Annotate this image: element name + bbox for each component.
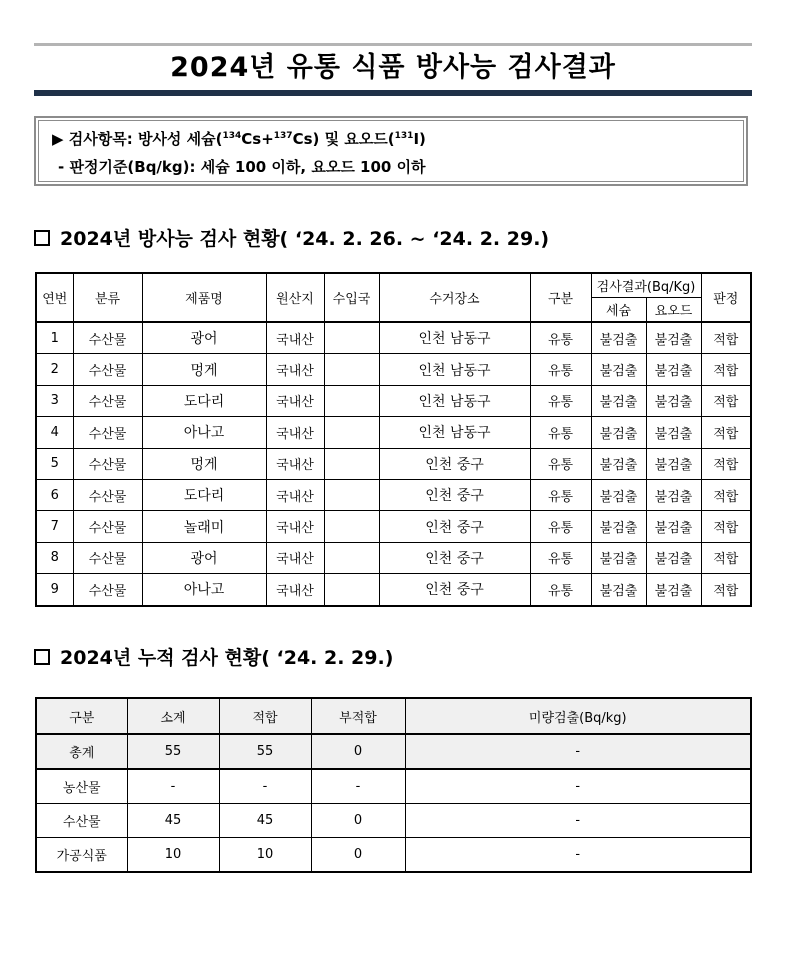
header-fail: 부적합 (311, 698, 405, 734)
cell-type: 유통 (530, 417, 591, 448)
cell-origin: 국내산 (266, 322, 324, 354)
header-iodine: 요오드 (646, 298, 701, 323)
title-top-rule (34, 43, 752, 46)
cell-iodine: 불검출 (646, 542, 701, 573)
cell-type: 유통 (530, 322, 591, 354)
table-row-total (36, 734, 751, 769)
cell-iodine: 불검출 (646, 322, 701, 354)
cell-category: 수산물 (73, 511, 142, 542)
cell-pass: 55 (219, 734, 311, 769)
cell-trace: - (405, 804, 751, 838)
cs137-text: Cs) 및 요오드( (292, 130, 395, 148)
cell-no: 1 (36, 322, 73, 354)
cell-pass: 10 (219, 838, 311, 873)
cell-product: 멍게 (142, 354, 266, 385)
judgment-criteria-line: - 판정기준(Bq/kg): 세슘 100 이하, 요오드 100 이하 (58, 158, 426, 176)
cell-judgment: 적합 (701, 417, 751, 448)
cell-category: 수산물 (73, 574, 142, 606)
i131-superscript: 131 (394, 131, 414, 141)
header-result: 검사결과(Bq/Kg) (591, 273, 701, 298)
cell-cesium: 불검출 (591, 574, 646, 606)
cell-product: 도다리 (142, 385, 266, 416)
header-product: 제품명 (142, 273, 266, 322)
table-row (36, 448, 751, 479)
cell-origin: 국내산 (266, 542, 324, 573)
cell-no: 3 (36, 385, 73, 416)
table-row (36, 354, 751, 385)
cell-product: 아나고 (142, 417, 266, 448)
cell-judgment: 적합 (701, 542, 751, 573)
cell-iodine: 불검출 (646, 417, 701, 448)
cell-product: 아나고 (142, 574, 266, 606)
cell-category: 수산물 (73, 417, 142, 448)
cell-place: 인천 남동구 (379, 417, 530, 448)
cell-subtotal: 55 (127, 734, 219, 769)
header-no: 연번 (36, 273, 73, 322)
cell-category: 수산물 (73, 322, 142, 354)
cell-subtotal: 45 (127, 804, 219, 838)
title-bottom-rule (34, 90, 752, 96)
cell-type: 유통 (530, 354, 591, 385)
cell-type: 총계 (36, 734, 127, 769)
cell-product: 광어 (142, 542, 266, 573)
cell-importer (324, 574, 379, 606)
header-place: 수거장소 (379, 273, 530, 322)
cell-importer (324, 385, 379, 416)
cell-origin: 국내산 (266, 448, 324, 479)
cell-type: 유통 (530, 448, 591, 479)
cell-fail: 0 (311, 734, 405, 769)
header-category: 분류 (73, 273, 142, 322)
cell-judgment: 적합 (701, 448, 751, 479)
cell-importer (324, 448, 379, 479)
cell-iodine: 불검출 (646, 354, 701, 385)
table-row (36, 479, 751, 510)
cell-importer (324, 479, 379, 510)
cell-importer (324, 354, 379, 385)
cumulative-results-table (35, 697, 752, 873)
cell-place: 인천 중구 (379, 542, 530, 573)
cell-place: 인천 남동구 (379, 322, 530, 354)
weekly-results-table (35, 272, 752, 607)
cs137-superscript: 137 (273, 131, 293, 141)
cell-cesium: 불검출 (591, 354, 646, 385)
cell-judgment: 적합 (701, 385, 751, 416)
table-row (36, 542, 751, 573)
cell-product: 놀래미 (142, 511, 266, 542)
section-weekly-title (34, 224, 549, 251)
cell-importer (324, 417, 379, 448)
header-origin: 원산지 (266, 273, 324, 322)
cell-judgment: 적합 (701, 511, 751, 542)
cell-iodine: 불검출 (646, 385, 701, 416)
inspection-items-line (52, 128, 426, 149)
cell-fail: 0 (311, 804, 405, 838)
cell-origin: 국내산 (266, 574, 324, 606)
header-judgment: 판정 (701, 273, 751, 322)
cs134-superscript: 134 (222, 131, 242, 141)
cell-importer (324, 542, 379, 573)
page-title: 2024년 유통 식품 방사능 검사결과 (170, 52, 616, 83)
cell-no: 2 (36, 354, 73, 385)
cell-type: 가공식품 (36, 838, 127, 873)
cell-category: 수산물 (73, 479, 142, 510)
cell-trace: - (405, 734, 751, 769)
header-importer: 수입국 (324, 273, 379, 322)
cell-category: 수산물 (73, 385, 142, 416)
cell-type: 유통 (530, 385, 591, 416)
cell-trace: - (405, 769, 751, 804)
cell-no: 5 (36, 448, 73, 479)
cell-pass: - (219, 769, 311, 804)
cell-place: 인천 중구 (379, 448, 530, 479)
cell-product: 광어 (142, 322, 266, 354)
cell-iodine: 불검출 (646, 511, 701, 542)
table-row (36, 322, 751, 354)
cell-no: 8 (36, 542, 73, 573)
cell-no: 6 (36, 479, 73, 510)
cell-origin: 국내산 (266, 417, 324, 448)
header-subtotal: 소계 (127, 698, 219, 734)
cell-cesium: 불검출 (591, 322, 646, 354)
section-cumulative-title-text: 2024년 누적 검사 현황( ‘24. 2. 29.) (60, 647, 394, 669)
inspection-items-prefix: ▶ 검사항목: 방사성 세슘( (52, 130, 223, 148)
cell-origin: 국내산 (266, 385, 324, 416)
table-row (36, 417, 751, 448)
table-row (36, 511, 751, 542)
cell-product: 도다리 (142, 479, 266, 510)
cell-judgment: 적합 (701, 354, 751, 385)
cell-type: 농산물 (36, 769, 127, 804)
cell-cesium: 불검출 (591, 511, 646, 542)
header-type: 구분 (36, 698, 127, 734)
section-cumulative-title (34, 643, 393, 670)
cell-place: 인천 중구 (379, 479, 530, 510)
table-row (36, 574, 751, 606)
cell-cesium: 불검출 (591, 448, 646, 479)
cell-type: 유통 (530, 574, 591, 606)
cell-cesium: 불검출 (591, 417, 646, 448)
cell-place: 인천 중구 (379, 574, 530, 606)
table-row (36, 385, 751, 416)
cell-trace: - (405, 838, 751, 873)
table-row (36, 769, 751, 804)
i131-text: I) (413, 130, 426, 148)
cell-cesium: 불검출 (591, 542, 646, 573)
cell-category: 수산물 (73, 448, 142, 479)
cell-subtotal: - (127, 769, 219, 804)
section-checkbox-icon (34, 230, 50, 246)
cell-no: 9 (36, 574, 73, 606)
cell-origin: 국내산 (266, 354, 324, 385)
cell-judgment: 적합 (701, 574, 751, 606)
cell-cesium: 불검출 (591, 479, 646, 510)
section-weekly-title-text: 2024년 방사능 검사 현황( ‘24. 2. 26. ~ ‘24. 2. 29.) (60, 228, 550, 250)
cell-origin: 국내산 (266, 511, 324, 542)
cell-iodine: 불검출 (646, 574, 701, 606)
cell-importer (324, 322, 379, 354)
cell-origin: 국내산 (266, 479, 324, 510)
cell-no: 7 (36, 511, 73, 542)
cell-pass: 45 (219, 804, 311, 838)
cell-category: 수산물 (73, 354, 142, 385)
cell-place: 인천 남동구 (379, 385, 530, 416)
cell-fail: 0 (311, 838, 405, 873)
cell-type: 유통 (530, 542, 591, 573)
section-checkbox-icon (34, 649, 50, 665)
cell-place: 인천 남동구 (379, 354, 530, 385)
cell-category: 수산물 (73, 542, 142, 573)
header-trace: 미량검출(Bq/kg) (405, 698, 751, 734)
cell-type: 유통 (530, 479, 591, 510)
header-type: 구분 (530, 273, 591, 322)
cell-fail: - (311, 769, 405, 804)
cell-no: 4 (36, 417, 73, 448)
cell-judgment: 적합 (701, 479, 751, 510)
header-cesium: 세슘 (591, 298, 646, 323)
cell-product: 멍게 (142, 448, 266, 479)
cell-place: 인천 중구 (379, 511, 530, 542)
cell-subtotal: 10 (127, 838, 219, 873)
cell-type: 유통 (530, 511, 591, 542)
cell-cesium: 불검출 (591, 385, 646, 416)
inspection-info-box (34, 116, 748, 186)
cell-type: 수산물 (36, 804, 127, 838)
table-row (36, 838, 751, 873)
cell-judgment: 적합 (701, 322, 751, 354)
cell-iodine: 불검출 (646, 479, 701, 510)
table-row (36, 804, 751, 838)
cs134-text: Cs+ (241, 130, 274, 148)
cell-iodine: 불검출 (646, 448, 701, 479)
cell-importer (324, 511, 379, 542)
header-pass: 적합 (219, 698, 311, 734)
